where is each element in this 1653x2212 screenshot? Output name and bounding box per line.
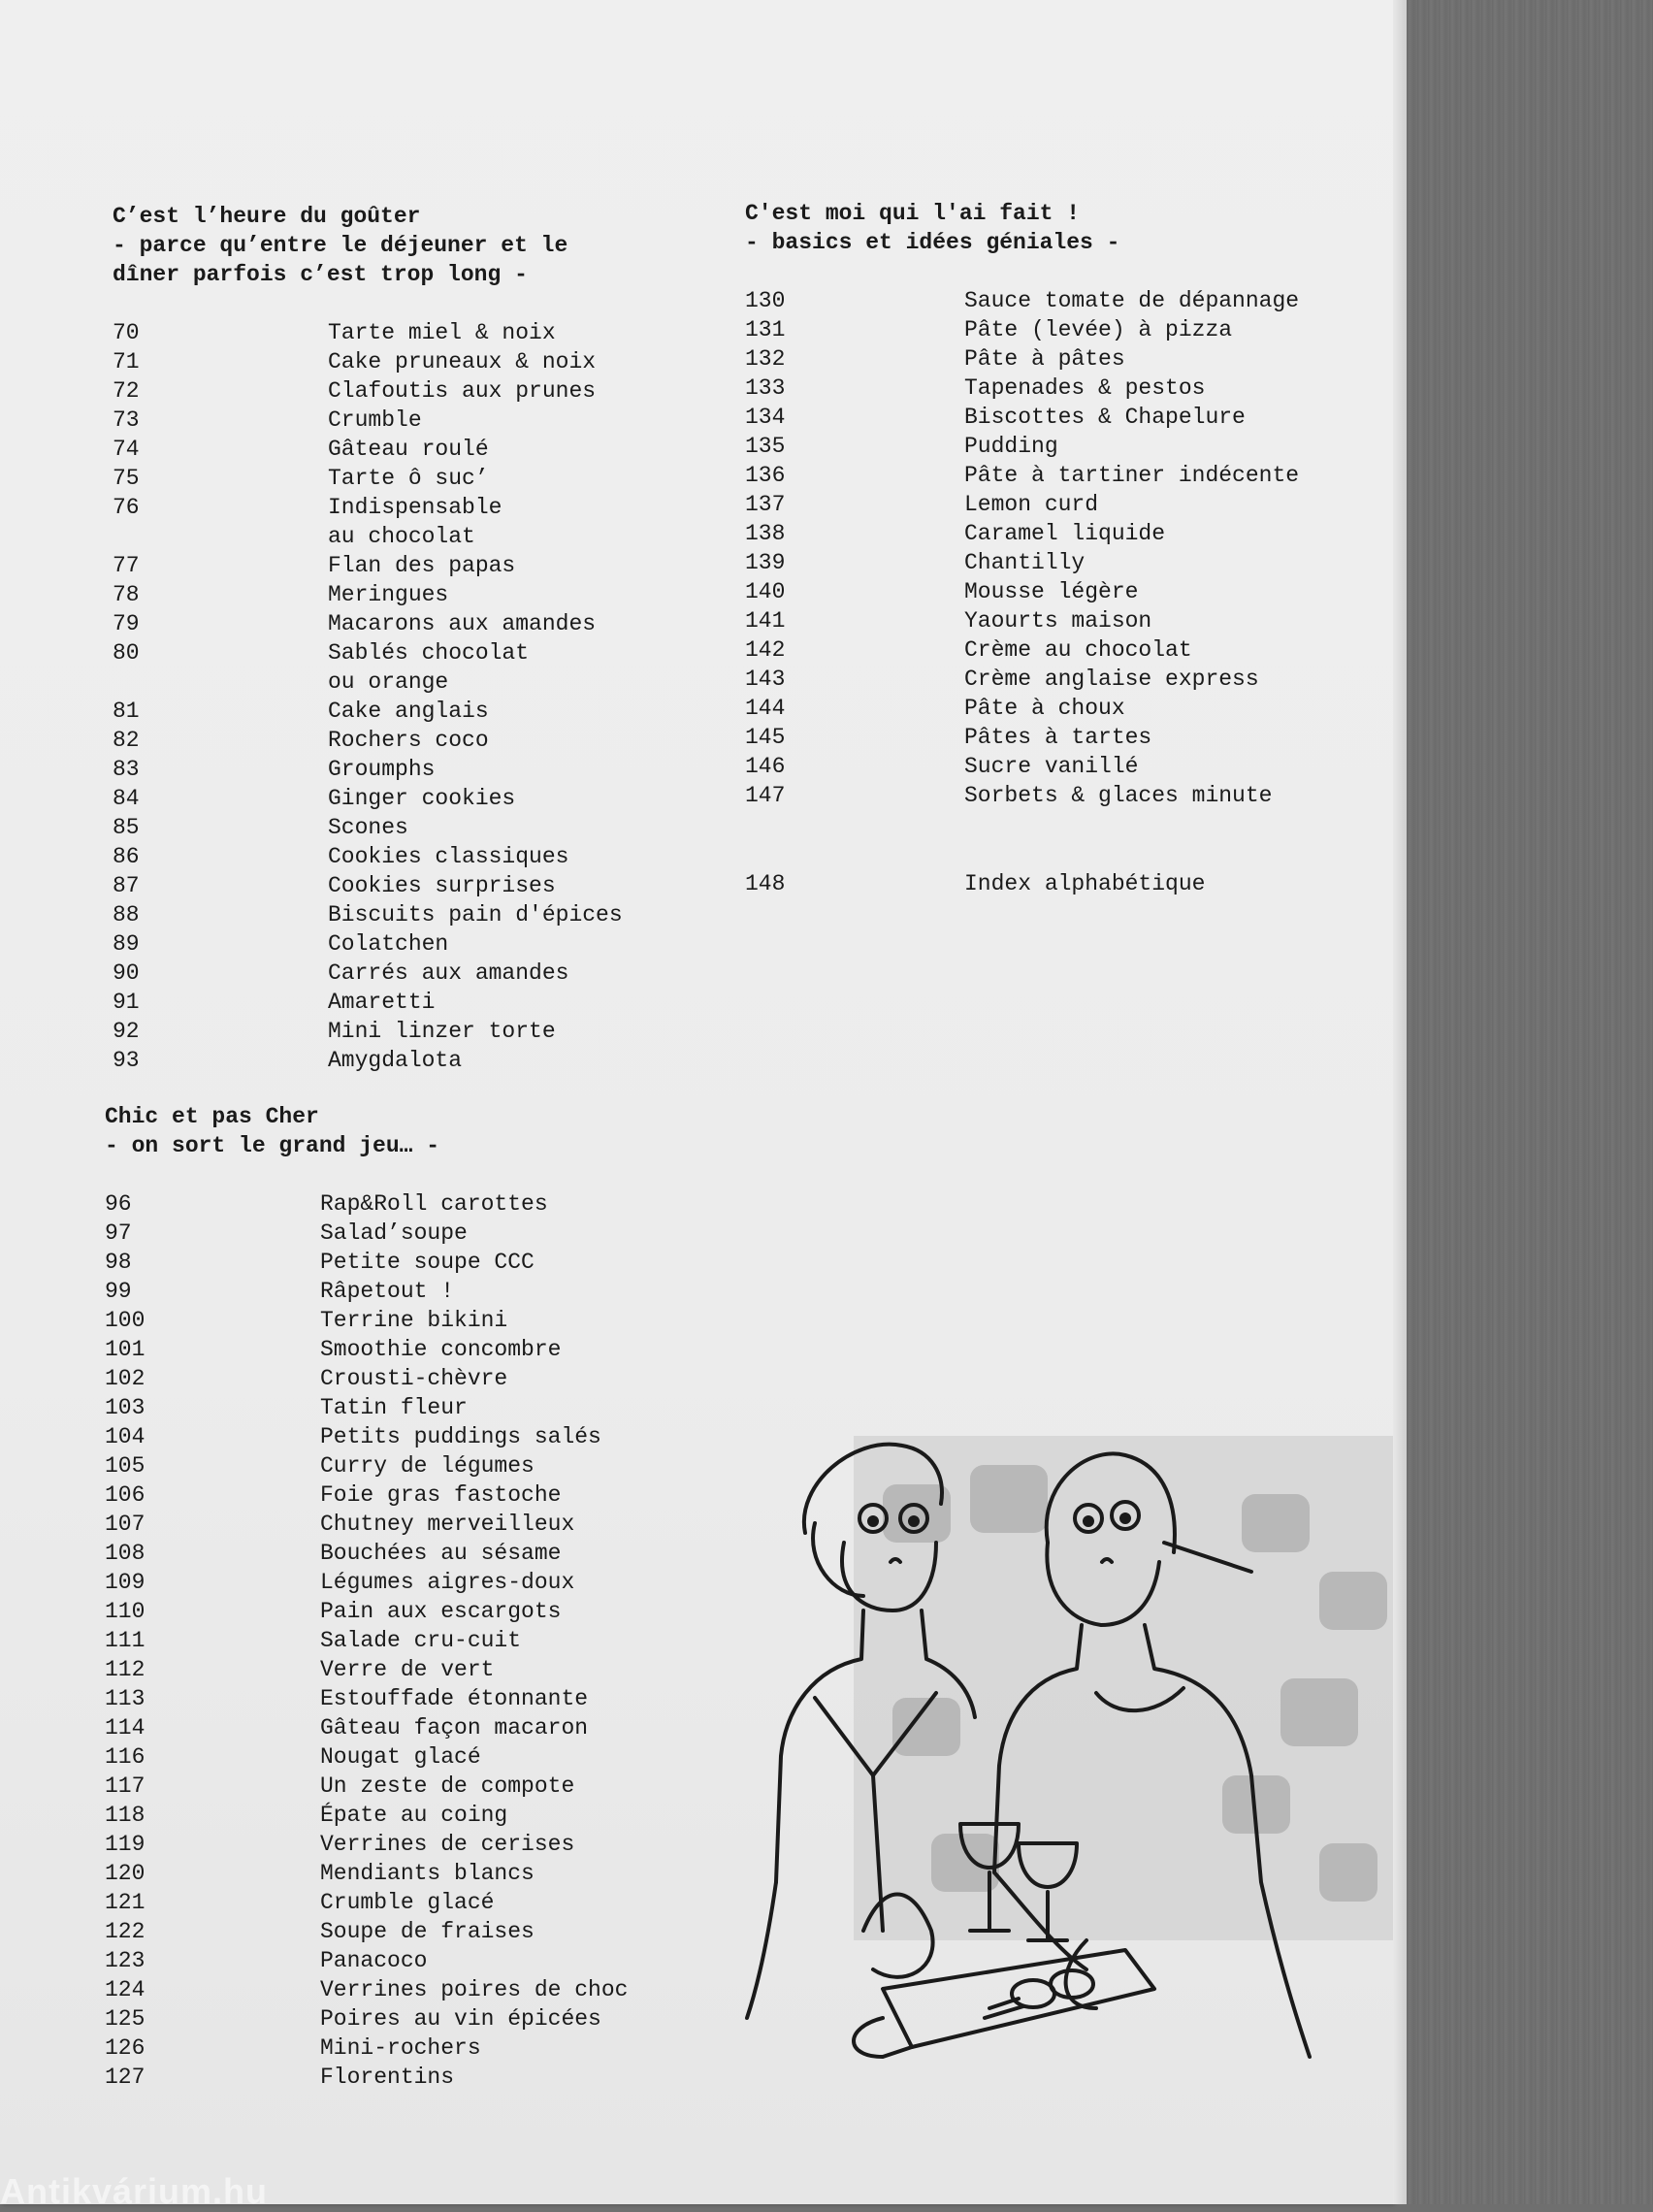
entry-number: 88 [113, 902, 140, 927]
entry-number: 75 [113, 466, 140, 491]
entry-title: Gâteau façon macaron [320, 1715, 589, 1740]
entry-number: 132 [745, 346, 786, 372]
toc-entry [745, 723, 1299, 752]
entry-title: Carrés aux amandes [328, 960, 569, 986]
entry-title: Cake pruneaux & noix [328, 349, 597, 374]
entry-title: Bouchées au sésame [320, 1541, 562, 1566]
entry-title: Verrines de cerises [320, 1832, 575, 1857]
toc-entry [113, 580, 623, 609]
entry-number: 85 [113, 815, 140, 840]
entry-title: Foie gras fastoche [320, 1482, 562, 1508]
entry-title: Mousse légère [964, 579, 1139, 604]
entry-number: 74 [113, 437, 140, 462]
entry-title: Verre de vert [320, 1657, 495, 1682]
entry-title: Crème au chocolat [964, 637, 1192, 663]
entry-title: Groumphs [328, 757, 436, 782]
toc-entry [113, 1046, 623, 1075]
entry-title: Colatchen [328, 931, 449, 957]
entry-number [113, 522, 328, 551]
toc-entry [745, 577, 1299, 606]
toc-entry [105, 1684, 628, 1713]
entry-title: Rap&Roll carottes [320, 1191, 548, 1217]
entry-number: 139 [745, 550, 786, 575]
backdrop-surface [1407, 0, 1653, 2204]
entry-number: 99 [105, 1279, 132, 1304]
section-subtitle: - basics et idées géniales - [745, 230, 1120, 255]
toc-entry [105, 1248, 628, 1277]
toc-entry [105, 1451, 628, 1480]
entry-title: Épate au coing [320, 1803, 508, 1828]
entry-number: 141 [745, 608, 786, 634]
entry-number: 143 [745, 667, 786, 692]
toc-entry [105, 1189, 628, 1219]
entry-title: Amaretti [328, 990, 436, 1015]
entry-number: 101 [105, 1337, 146, 1362]
entry-number: 108 [105, 1541, 146, 1566]
toc-entry [113, 493, 623, 522]
toc-entry [113, 435, 623, 464]
entry-title: Pâte (levée) à pizza [964, 317, 1233, 342]
entry-number: 70 [113, 320, 140, 345]
toc-entry [105, 1306, 628, 1335]
entry-title: Pâte à tartiner indécente [964, 463, 1300, 488]
entry-title: Meringues [328, 582, 449, 607]
entry-list [745, 286, 1299, 810]
entry-number: 111 [105, 1628, 146, 1653]
entry-number: 114 [105, 1715, 146, 1740]
entry-title: Mendiants blancs [320, 1861, 535, 1886]
entry-number: 127 [105, 2065, 146, 2090]
entry-number: 146 [745, 754, 786, 779]
entry-number: 137 [745, 492, 786, 517]
toc-entry [105, 1510, 628, 1539]
entry-title: Chantilly [964, 550, 1086, 575]
section-subtitle: - parce qu’entre le déjeuner et le [113, 233, 568, 258]
entry-number: 81 [113, 699, 140, 724]
two-women-drinking-wine-illustration [737, 1426, 1393, 2096]
entry-number: 113 [105, 1686, 146, 1711]
entry-title: Biscuits pain d'épices [328, 902, 623, 927]
entry-title: Salad’soupe [320, 1220, 468, 1246]
entry-title: Smoothie concombre [320, 1337, 562, 1362]
entry-title: Pain aux escargots [320, 1599, 562, 1624]
toc-entry [745, 635, 1299, 665]
entry-title: Chutney merveilleux [320, 1512, 575, 1537]
toc-entry [113, 929, 623, 959]
entry-number: 117 [105, 1773, 146, 1799]
toc-entry [113, 667, 623, 697]
toc-entry [113, 406, 623, 435]
section-subtitle: dîner parfois c’est trop long - [113, 262, 528, 287]
section-gouter [113, 202, 623, 1075]
toc-entry [113, 697, 623, 726]
entry-number: 133 [745, 375, 786, 401]
entry-title: Poires au vin épicées [320, 2006, 601, 2032]
entry-title: Crème anglaise express [964, 667, 1259, 692]
entry-number: 109 [105, 1570, 146, 1595]
toc-entry [745, 315, 1299, 344]
toc-entry [113, 464, 623, 493]
toc-entry [105, 1975, 628, 2004]
entry-title: Petits puddings salés [320, 1424, 601, 1449]
entry-title: Tarte ô suc’ [328, 466, 489, 491]
toc-entry [105, 1393, 628, 1422]
entry-number: 84 [113, 786, 140, 811]
entry-title: Estouffade étonnante [320, 1686, 589, 1711]
toc-entry [113, 871, 623, 900]
entry-title: Gâteau roulé [328, 437, 489, 462]
entry-number: 89 [113, 931, 140, 957]
entry-number: 120 [105, 1861, 146, 1886]
toc-entry [113, 347, 623, 376]
entry-title: Sorbets & glaces minute [964, 783, 1273, 808]
entry-title: Râpetout ! [320, 1279, 455, 1304]
entry-title: Mini-rochers [320, 2035, 481, 2061]
entry-number: 104 [105, 1424, 146, 1449]
page-edge [1393, 0, 1407, 2204]
entry-number: 119 [105, 1832, 146, 1857]
toc-entry [113, 842, 623, 871]
toc-entry [745, 344, 1299, 374]
toc-entry [745, 461, 1299, 490]
entry-number: 92 [113, 1019, 140, 1044]
entry-number: 78 [113, 582, 140, 607]
toc-entry [745, 490, 1299, 519]
entry-title: Pâtes à tartes [964, 725, 1152, 750]
toc-entry [745, 665, 1299, 694]
entry-title: Un zeste de compote [320, 1773, 575, 1799]
entry-title: Pâte à pâtes [964, 346, 1125, 372]
entry-number: 112 [105, 1657, 146, 1682]
entry-number: 102 [105, 1366, 146, 1391]
entry-title: Mini linzer torte [328, 1019, 556, 1044]
entry-title: Indispensable [328, 495, 502, 520]
toc-entry [745, 781, 1299, 810]
entry-title: Pudding [964, 434, 1058, 459]
toc-entry [105, 1568, 628, 1597]
entry-title: Yaourts maison [964, 608, 1152, 634]
toc-entry [113, 813, 623, 842]
entry-list [105, 1189, 628, 2092]
toc-entry [745, 286, 1299, 315]
toc-entry [113, 784, 623, 813]
entry-number: 118 [105, 1803, 146, 1828]
toc-entry [105, 1801, 628, 1830]
index-entry [745, 869, 1205, 898]
entry-title: Amygdalota [328, 1048, 463, 1073]
entry-number: 79 [113, 611, 140, 636]
entry-title: Florentins [320, 2065, 455, 2090]
entry-number: 87 [113, 873, 140, 898]
entry-number: 136 [745, 463, 786, 488]
toc-entry [105, 2004, 628, 2033]
toc-entry [105, 1219, 628, 1248]
entry-number: 73 [113, 407, 140, 433]
section-title: Chic et pas Cher [105, 1104, 319, 1129]
toc-entry [105, 1859, 628, 1888]
entry-number: 123 [105, 1948, 146, 1973]
entry-title: Soupe de fraises [320, 1919, 535, 1944]
toc-entry [745, 432, 1299, 461]
toc-entry [113, 988, 623, 1017]
entry-number: 145 [745, 725, 786, 750]
entry-number: 82 [113, 728, 140, 753]
entry-title: Cake anglais [328, 699, 489, 724]
entry-title: Caramel liquide [964, 521, 1166, 546]
toc-entry [113, 522, 623, 551]
entry-title: Cookies surprises [328, 873, 556, 898]
entry-title: Verrines poires de choc [320, 1977, 629, 2002]
entry-number: 134 [745, 405, 786, 430]
toc-entry [113, 1017, 623, 1046]
toc-entry [105, 1539, 628, 1568]
entry-number: 135 [745, 434, 786, 459]
entry-title: Petite soupe CCC [320, 1250, 535, 1275]
entry-number: 110 [105, 1599, 146, 1624]
entry-title: Curry de légumes [320, 1453, 535, 1479]
section-title: C'est moi qui l'ai fait ! [745, 201, 1081, 226]
entry-number: 77 [113, 553, 140, 578]
toc-entry [105, 1626, 628, 1655]
entry-title: Lemon curd [964, 492, 1099, 517]
entry-title: Nougat glacé [320, 1744, 481, 1770]
toc-entry [113, 638, 623, 667]
entry-title: Flan des papas [328, 553, 516, 578]
entry-title: Tarte miel & noix [328, 320, 556, 345]
toc-entry [113, 318, 623, 347]
entry-title: Biscottes & Chapelure [964, 405, 1246, 430]
entry-number: 124 [105, 1977, 146, 2002]
entry-number: 138 [745, 521, 786, 546]
entry-title: Crumble glacé [320, 1890, 495, 1915]
toc-entry [113, 900, 623, 929]
entry-number: 148 [745, 871, 786, 896]
toc-entry [113, 755, 623, 784]
entry-title: Sablés chocolat [328, 640, 530, 666]
entry-number: 97 [105, 1220, 132, 1246]
entry-title: Tatin fleur [320, 1395, 468, 1420]
toc-entry [745, 752, 1299, 781]
toc-entry [105, 2033, 628, 2063]
entry-title: Sucre vanillé [964, 754, 1139, 779]
entry-number: 130 [745, 288, 786, 313]
toc-entry [745, 403, 1299, 432]
entry-title: Rochers coco [328, 728, 489, 753]
toc-entry [105, 1364, 628, 1393]
toc-entry [105, 1742, 628, 1772]
toc-entry [745, 374, 1299, 403]
toc-entry [105, 1772, 628, 1801]
entry-number: 105 [105, 1453, 146, 1479]
entry-number: 122 [105, 1919, 146, 1944]
entry-number: 91 [113, 990, 140, 1015]
entry-number [113, 667, 328, 697]
entry-title: Légumes aigres-doux [320, 1570, 575, 1595]
toc-entry [105, 1713, 628, 1742]
entry-title: Sauce tomate de dépannage [964, 288, 1300, 313]
entry-number: 106 [105, 1482, 146, 1508]
entry-number: 125 [105, 2006, 146, 2032]
toc-entry [105, 1277, 628, 1306]
entry-number: 126 [105, 2035, 146, 2061]
section-subtitle: - on sort le grand jeu… - [105, 1133, 440, 1158]
entry-title: Salade cru-cuit [320, 1628, 522, 1653]
toc-entry [113, 376, 623, 406]
entry-title: Macarons aux amandes [328, 611, 597, 636]
entry-number: 76 [113, 495, 140, 520]
section-fait [745, 199, 1299, 810]
entry-title: Crumble [328, 407, 422, 433]
entry-title: Crousti-chèvre [320, 1366, 508, 1391]
toc-entry [105, 1480, 628, 1510]
entry-title: au chocolat [328, 524, 475, 549]
entry-number: 96 [105, 1191, 132, 1217]
toc-entry [105, 1917, 628, 1946]
entry-number: 93 [113, 1048, 140, 1073]
toc-entry [105, 1335, 628, 1364]
entry-number: 83 [113, 757, 140, 782]
entry-number: 71 [113, 349, 140, 374]
entry-number: 107 [105, 1512, 146, 1537]
entry-title: Cookies classiques [328, 844, 569, 869]
entry-title: Pâte à choux [964, 696, 1125, 721]
entry-number: 90 [113, 960, 140, 986]
toc-entry [745, 548, 1299, 577]
section-chic [105, 1102, 628, 2092]
entry-number: 142 [745, 637, 786, 663]
watermark: Antikvárium.hu [0, 2171, 269, 2211]
entry-number: 116 [105, 1744, 146, 1770]
toc-entry [113, 726, 623, 755]
entry-number: 72 [113, 378, 140, 404]
entry-title: Clafoutis aux prunes [328, 378, 597, 404]
entry-title: Panacoco [320, 1948, 428, 1973]
entry-number: 86 [113, 844, 140, 869]
section-title: C’est l’heure du goûter [113, 204, 421, 229]
entry-list [113, 318, 623, 1075]
entry-title: ou orange [328, 669, 449, 695]
entry-title: Tapenades & pestos [964, 375, 1206, 401]
toc-entry [745, 606, 1299, 635]
toc-entry [105, 1946, 628, 1975]
toc-entry [105, 1830, 628, 1859]
entry-title: Scones [328, 815, 408, 840]
toc-entry [105, 2063, 628, 2092]
toc-entry [745, 694, 1299, 723]
entry-number: 98 [105, 1250, 132, 1275]
entry-number: 140 [745, 579, 786, 604]
entry-number: 121 [105, 1890, 146, 1915]
toc-entry [113, 609, 623, 638]
entry-number: 100 [105, 1308, 146, 1333]
toc-entry [113, 959, 623, 988]
toc-entry [105, 1597, 628, 1626]
toc-entry [745, 519, 1299, 548]
entry-title: Index alphabétique [964, 871, 1206, 896]
toc-entry [105, 1422, 628, 1451]
toc-entry [105, 1888, 628, 1917]
entry-title: Terrine bikini [320, 1308, 508, 1333]
entry-number: 80 [113, 640, 140, 666]
entry-number: 147 [745, 783, 786, 808]
toc-entry [105, 1655, 628, 1684]
toc-entry [113, 551, 623, 580]
entry-number: 103 [105, 1395, 146, 1420]
entry-number: 144 [745, 696, 786, 721]
entry-number: 131 [745, 317, 786, 342]
entry-title: Ginger cookies [328, 786, 516, 811]
